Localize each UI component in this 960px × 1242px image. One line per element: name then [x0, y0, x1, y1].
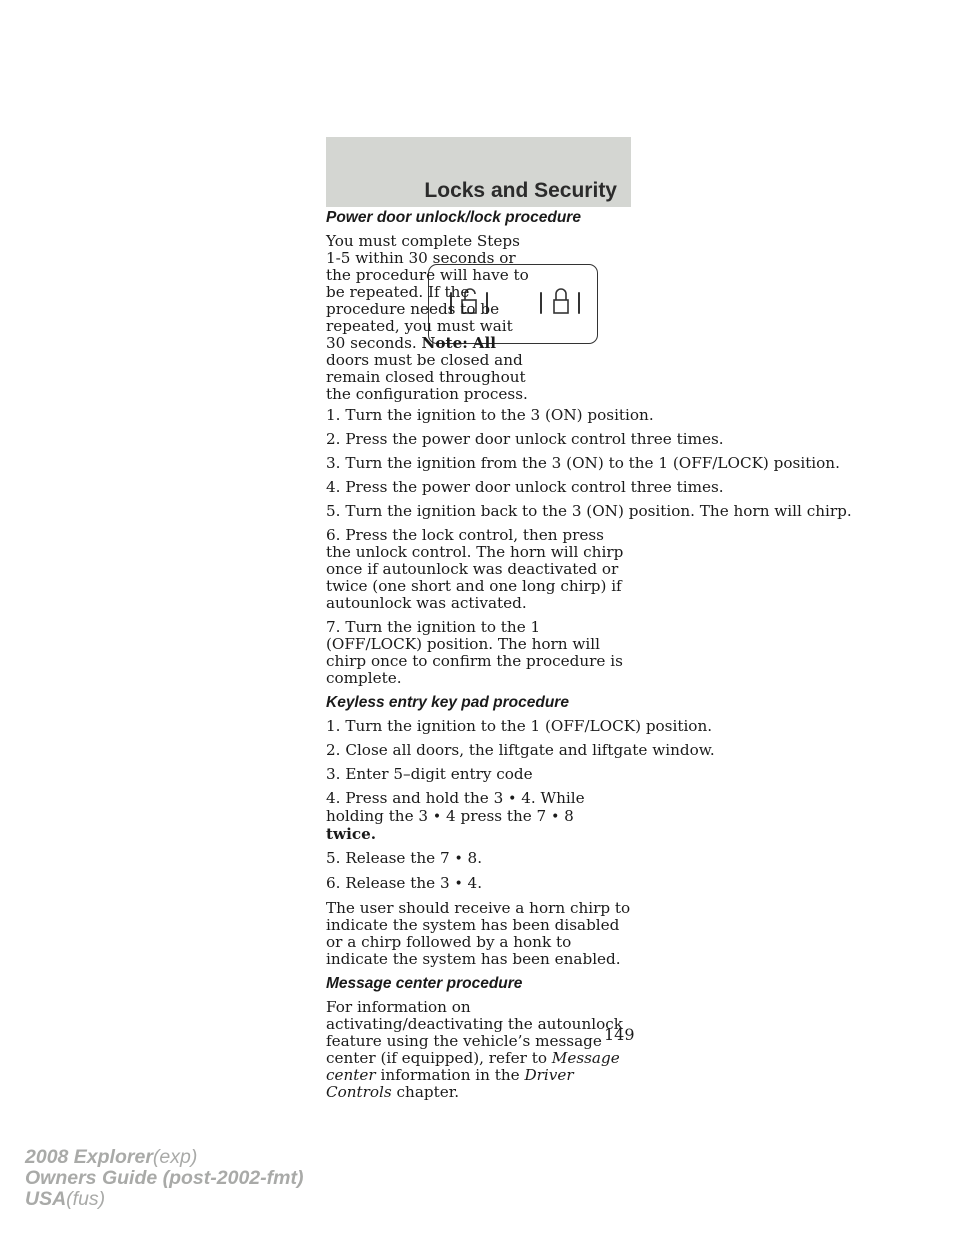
mc-text-a: For information on activating/deactivating the autounlock feature using the vehicle’s message center (if equipped), refer to — [326, 998, 623, 1067]
intro-text: You must complete Steps 1-5 within 30 seconds or the procedure will have to be repeated. If the procedure needs to be repeated, you must wait 30 seconds. — [326, 232, 529, 352]
footer-model-code: (exp) — [152, 1146, 198, 1168]
bullet: • — [508, 791, 517, 807]
footer-model: 2008 Explorer — [25, 1146, 153, 1168]
bullet: • — [551, 809, 560, 825]
step6-part-a: 6. Release the 3 — [326, 874, 450, 892]
document-footer — [25, 1147, 303, 1210]
step5-part-b: 8. — [467, 849, 483, 867]
mc-text-b: information in the — [380, 1066, 520, 1084]
bullet: • — [454, 876, 463, 892]
driver-controls-reference: Driver Controls — [326, 1066, 574, 1101]
message-center-text — [326, 999, 632, 1101]
message-center-reference: Message center — [326, 1049, 620, 1084]
power-door-step-6: 6. Press the lock control, then press the unlock control. The horn will chirp once if autounlock was deactivated or twice (one short and one long chirp) if autounlock was activated. — [326, 526, 624, 612]
page-content — [326, 209, 852, 1108]
power-door-step-7: 7. Turn the ignition to the 1 (OFF/LOCK) position. The horn will chirp once to confirm the procedure is complete. — [326, 618, 623, 687]
page-number: 149 — [604, 1025, 635, 1044]
step4-part-c: 4 press the 7 — [445, 807, 547, 825]
keypad-step-2: 2. Close all doors, the liftgate and liftgate window. — [326, 741, 715, 759]
step4-part-b: 4. While holding the 3 — [326, 789, 585, 825]
step6-part-b: 4. — [467, 874, 483, 892]
mc-text-c: chapter. — [396, 1083, 460, 1101]
keypad-step-6 — [326, 875, 636, 893]
note-bold-word: All — [472, 334, 496, 352]
power-door-step-1: 1. Turn the ignition to the 3 (ON) position. — [326, 406, 654, 424]
note-label: Note: — [421, 334, 468, 352]
power-door-step-4: 4. Press the power door unlock control three times. — [326, 478, 724, 496]
footer-line-3 — [25, 1189, 303, 1210]
section-title: Locks and Security — [424, 179, 617, 202]
keypad-result: The user should receive a horn chirp to indicate the system has been disabled or a chirp followed by a honk to indicate the system has been enabled. — [326, 899, 631, 968]
footer-market: USA — [25, 1188, 67, 1210]
keypad-heading: Keyless entry key pad procedure — [326, 694, 569, 711]
step4-bold: twice. — [326, 825, 377, 843]
note-text: doors must be closed and remain closed throughout the configuration process. — [326, 351, 528, 403]
footer-market-code: (fus) — [66, 1188, 106, 1210]
message-center-heading: Message center procedure — [326, 975, 523, 992]
step4-part-a: 4. Press and hold the 3 — [326, 789, 504, 807]
keypad-step-5 — [326, 850, 636, 868]
step5-part-a: 5. Release the 7 — [326, 849, 450, 867]
footer-line-1 — [25, 1147, 303, 1168]
bullet: • — [432, 809, 442, 825]
keypad-step-1: 1. Turn the ignition to the 1 (OFF/LOCK) position. — [326, 717, 713, 735]
power-door-step-5: 5. Turn the ignition back to the 3 (ON) position. The horn will chirp. — [326, 502, 852, 520]
power-door-intro — [326, 233, 534, 403]
step4-part-d: 8 — [564, 807, 574, 825]
section-header-band — [326, 137, 631, 207]
bullet: • — [454, 851, 463, 867]
power-door-heading: Power door unlock/lock procedure — [326, 209, 581, 226]
footer-line-2: Owners Guide (post-2002-fmt) — [25, 1167, 304, 1189]
power-door-step-3: 3. Turn the ignition from the 3 (ON) to the 1 (OFF/LOCK) position. — [326, 454, 840, 472]
keypad-step-3: 3. Enter 5–digit entry code — [326, 765, 533, 783]
keypad-step-4 — [326, 790, 632, 843]
power-door-step-2: 2. Press the power door unlock control three times. — [326, 430, 724, 448]
